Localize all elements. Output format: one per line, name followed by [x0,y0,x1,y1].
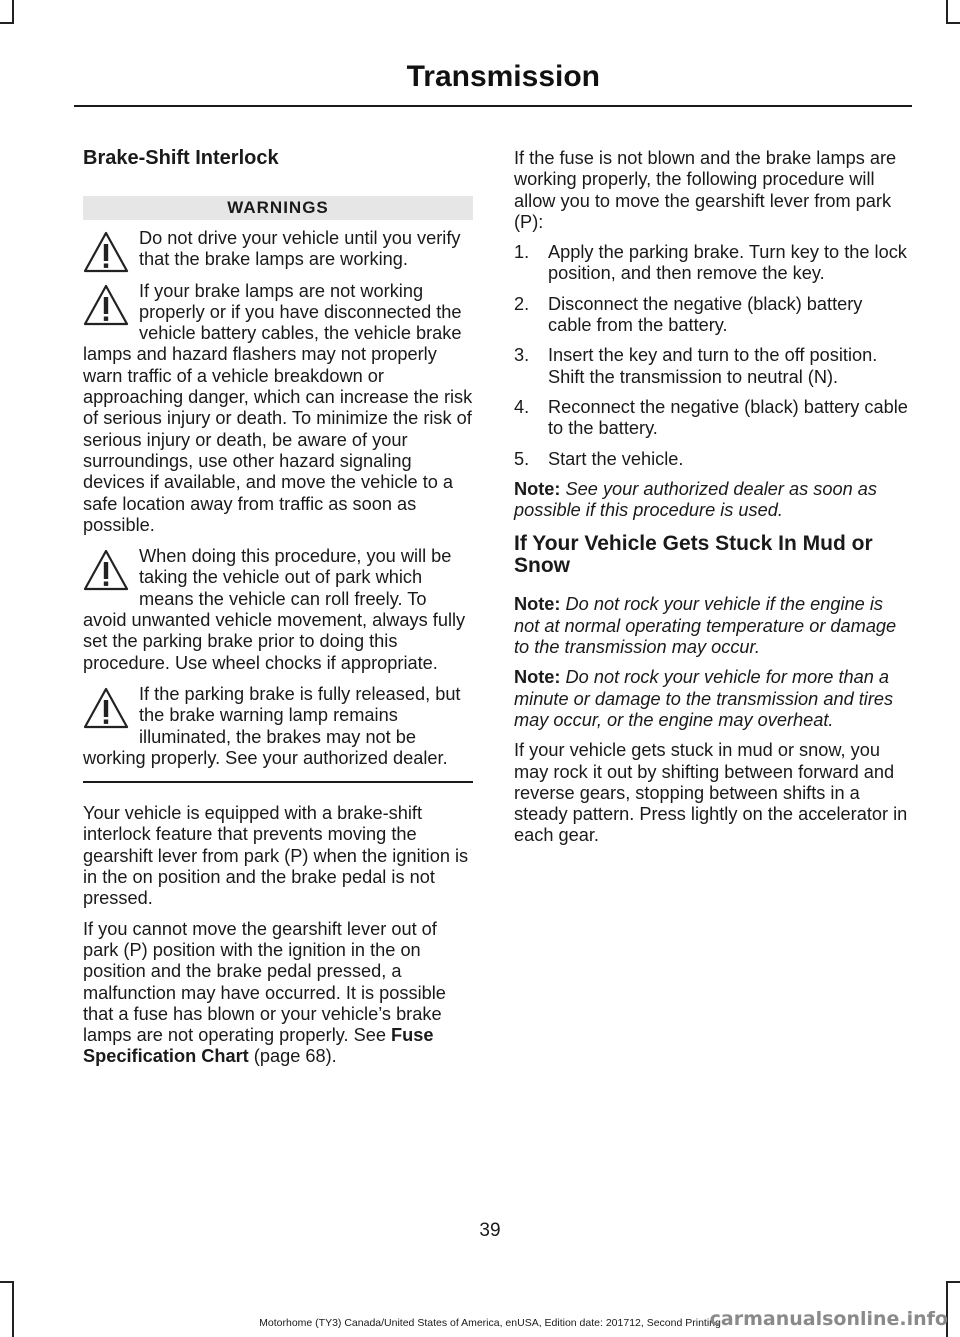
warning-text: Do not drive your vehicle until you verify that the brake lamps are working. [139,228,461,270]
warning-text: When doing this procedure, you will be taking the vehicle out of park which means the vehicle can roll freely. To avoid unwanted vehicle movement, always fully set the parking brake prior to doing this procedure. Use wheel chocks if appropriate. [83,546,466,673]
edition-footer: Motorhome (TY3) Canada/United States of America, enUSA, Edition date: 201712, Second Printing [259,1317,721,1329]
warnings-end-rule [83,781,473,783]
warning-item [83,684,473,769]
page-reference: (page 68). [248,1046,337,1067]
crop-mark [946,0,948,22]
malfunction-paragraph [83,919,473,1068]
step-number: 5. [514,448,530,469]
crop-mark [946,22,960,24]
step-text: Insert the key and turn to the off position. Shift the transmission to neutral (N). [548,345,878,387]
warning-item [83,228,473,271]
step-text: Start the vehicle. [548,448,684,469]
note-duration [514,667,909,731]
warning-item [83,281,473,537]
step-text: Disconnect the negative (black) battery cable from the battery. [548,293,863,336]
section-title-brake-shift: Brake-Shift Interlock [83,147,279,169]
warning-text: If your brake lamps are not working properly or if you have disconnected the vehicle battery cables, the vehicle brake lamps and hazard flashers may not properly warn traffic of a vehicle breakdown or approaching danger, which can increase the risk of serious injury or death. To minimize the risk of serious injury or death, be aware of your surroundings, use other hazard signaling devices if available, and move the vehicle to a safe location away from traffic as soon as possible. [83,280,473,535]
page-header-title: Transmission [406,60,600,93]
fuse-chart-link[interactable]: Fuse Specification Chart [83,1025,434,1067]
watermark: carmanualsonline.info [709,1308,948,1330]
step-number: 2. [514,293,530,314]
rocking-paragraph: If your vehicle gets stuck in mud or snow, you may rock it out by shifting between forward and reverse gears, stopping between shifts in a steady pattern. Press lightly on the accelerator in each gear. [514,740,908,846]
note-temperature [514,594,909,658]
warning-item [83,546,473,674]
warning-triangle-icon [83,283,129,329]
note-label: Note: [514,478,561,499]
step-text: Apply the parking brake. Turn key to the lock position, and then remove the key. [548,242,907,284]
right-column [514,148,909,856]
note-text: Do not rock your vehicle for more than a minute or damage to the transmission and tires may occur, or the engine may overheat. [514,667,894,730]
header-rule [74,105,912,107]
procedure-intro: If the fuse is not blown and the brake lamps are working properly, the following procedure will allow you to move the gearshift lever from park (P): [514,148,897,232]
procedure-step [514,242,909,285]
malfunction-text: If you cannot move the gearshift lever out of park (P) position with the ignition in the on position and the brake pedal pressed, a malfunction may have occurred. It is possible that a fuse has blown or your vehicle’s brake lamps are not operating properly. See [83,918,446,1046]
left-column [83,140,473,1077]
step-number: 4. [514,396,530,417]
crop-mark [0,22,14,24]
crop-mark [12,0,14,22]
warnings-header: WARNINGS [83,196,473,220]
procedure-steps [514,242,909,470]
warning-triangle-icon [83,230,129,276]
step-number: 1. [514,242,530,263]
warning-text: If the parking brake is fully released, but the brake warning lamp remains illuminated, the brakes may not be working properly. See your authorized dealer. [83,683,461,768]
procedure-step [514,294,909,337]
warning-triangle-icon [83,548,129,594]
page-number: 39 [479,1220,501,1241]
note-label: Note: [514,667,561,688]
procedure-step [514,397,909,440]
note-text: See your authorized dealer as soon as possible if this procedure is used. [514,478,877,521]
procedure-step [514,345,909,388]
crop-mark [946,1281,960,1283]
step-number: 3. [514,345,530,366]
brake-shift-description: Your vehicle is equipped with a brake-shift interlock feature that prevents moving the gearshift lever from park (P) when the ignition is in the on position and the brake pedal is not pressed. [83,803,469,909]
step-text: Reconnect the negative (black) battery cable to the battery. [548,396,908,439]
section-title-mud-snow: If Your Vehicle Gets Stuck In Mud or Snow [514,532,873,578]
note-label: Note: [514,594,561,615]
procedure-step [514,449,909,470]
note-dealer [514,479,909,522]
crop-mark [0,1281,14,1283]
warning-triangle-icon [83,686,129,732]
note-text: Do not rock your vehicle if the engine is not at normal operating temperature or damage to the transmission may occur. [514,594,897,658]
